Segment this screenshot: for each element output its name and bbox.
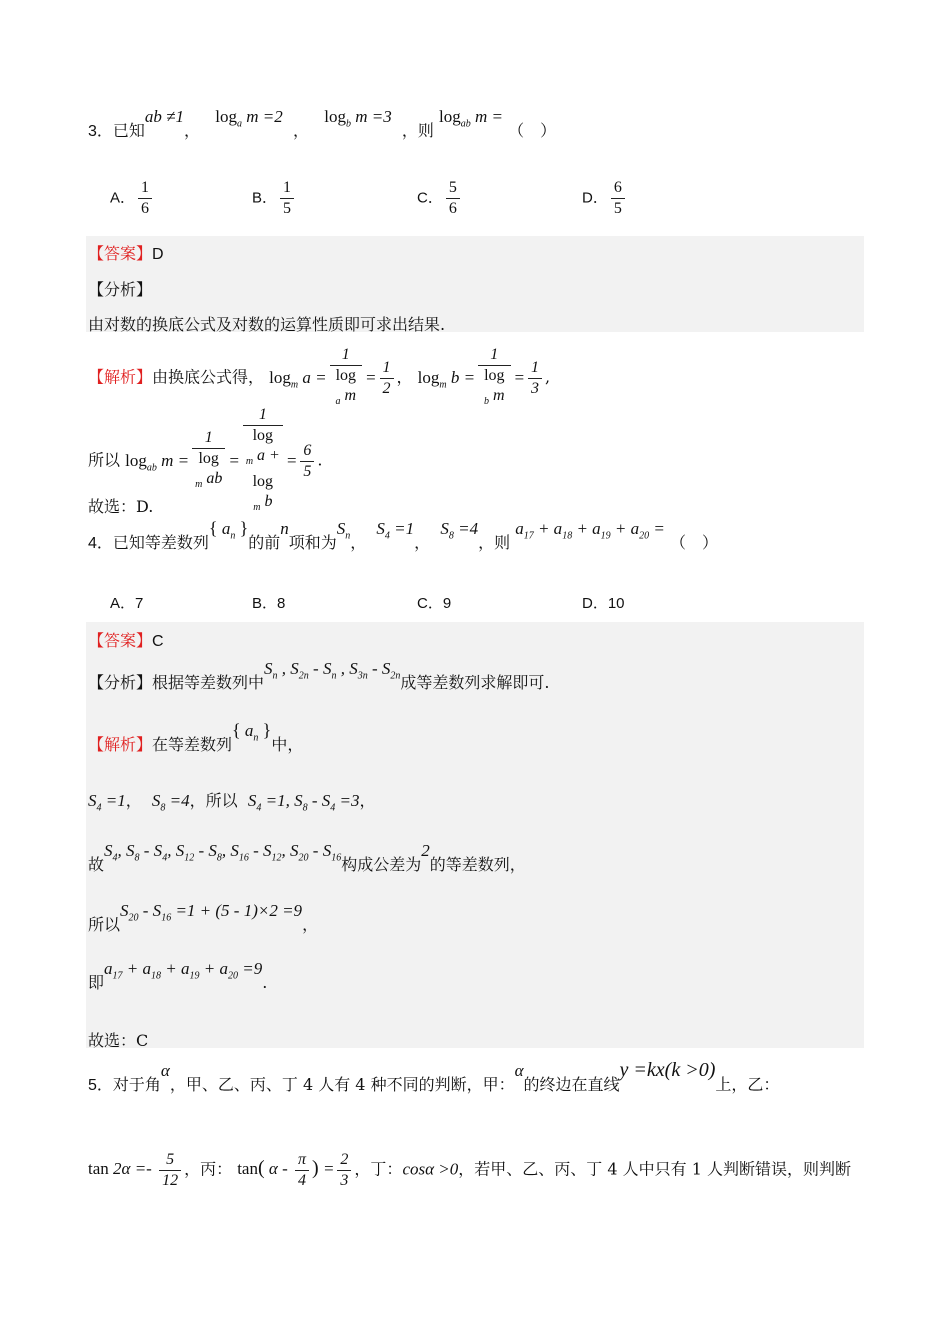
q3-answer: 【答案】D xyxy=(88,244,164,263)
stem-text: 已知 xyxy=(112,121,145,140)
option-d[interactable]: D． $\frac{6}{5}$ xyxy=(582,178,628,219)
q4-analysis: 【分析】根据等差数列中$S_n$ , $S_{2n} - S_n$ , $S_{3n} - S_{2n}$成等差数列求解即可. xyxy=(88,659,550,692)
option-a[interactable]: A． $\frac{1}{6}$ xyxy=(110,178,155,219)
formula-log-m-b: $\log_m b$ = 1 log $_b$ m = $\frac{1}{3}$ xyxy=(418,368,545,387)
question-4-stem: 4．已知等差数列{ $a_n$ }的前n项和为$S_n$， $S_4 =1$， $S_8 =4$，则 $a_{17} + a_{18} + a_{19} + a_{20}$ = （ ） xyxy=(88,518,718,552)
question-3-stem: 3．已知ab ≠1， $\log_a m =2$ ， $\log_b m =3$ ，则 $\log_{ab} m$ = （ ） xyxy=(88,107,557,140)
q3-analysis: 由对数的换底公式及对数的运算性质即可求出结果. xyxy=(88,315,446,334)
option-b[interactable]: B． $\frac{1}{5}$ xyxy=(252,178,297,219)
q3-solution-line1: 【解析】由换底公式得， $\log_m a$ = 1 log $_a$ m = $\frac{1}{2}$ ， $\log_m b$ = 1 log $_b$ m = $\frac{1}{3}$ , xyxy=(88,346,551,408)
q3-solution-line2: 所以 $\log_{ab} m$ = 1 log $_m$ ab = 1 log $_m$ a + log $_m$ b = $\frac{6}{5}$ . xyxy=(88,406,323,514)
option-c[interactable]: C．9 xyxy=(417,595,452,612)
q4-solution-line2: $S_4 =1$， $S_8 =4$，所以 $S_4 =1$, $S_8 - S_4 =3$， xyxy=(88,791,376,814)
q3-analysis-tag: 【分析】 xyxy=(88,280,153,299)
q4-answer: 【答案】C xyxy=(88,631,164,650)
question-number: 3． xyxy=(88,123,113,140)
q4-choose: 故选：C xyxy=(88,1031,149,1050)
condition-log-b: $\log_b m =3$ xyxy=(324,107,392,130)
condition-ab: ab ≠1 xyxy=(144,107,185,126)
option-d[interactable]: D．10 xyxy=(582,595,625,612)
formula-log-ab-m: $\log_{ab} m$ = 1 log $_m$ ab = 1 log $_m$ a + log $_m$ b = $\frac{6}{5}$ xyxy=(125,451,317,470)
question-5-stem: 5．对于角α，甲、乙、丙、丁 4 人有 4 种不同的判断，甲：α的终边在直线y =kx(k >0)上，乙： xyxy=(88,1059,780,1094)
q3-choose: 故选：D. xyxy=(88,497,154,516)
target-log-ab: $\log_{ab} m$ = xyxy=(439,107,503,130)
condition-log-a: $\log_a m =2$ xyxy=(215,107,283,130)
answer-paren: （ ） xyxy=(508,121,557,140)
formula-log-m-a: $\log_m a$ = 1 log $_a$ m = $\frac{1}{2}$ xyxy=(269,368,396,387)
option-b[interactable]: B．8 xyxy=(252,595,286,612)
q4-solution-line4: 所以$S_{20} - S_{16} =1 + (5 - 1)\times 2 =9$， xyxy=(88,901,319,934)
q4-solution-line5: 即$a_{17} + a_{18} + a_{19} + a_{20} =9$. xyxy=(88,959,268,992)
question-5-line2: tan 2α =- $\frac{5}{12}$ ，丙： tan( α - $\frac{\pi}{4}$ ) = $\frac{2}{3}$ ，丁：cosα >0，若甲、乙、丙、丁 4 人中只有 1 人判断错误，则判断 xyxy=(88,1151,851,1189)
option-c[interactable]: C． $\frac{5}{6}$ xyxy=(417,178,463,219)
option-a[interactable]: A．7 xyxy=(110,595,144,612)
q4-solution-line3: 故$S_4$, $S_8 - S_4$, $S_{12} - S_8$, $S_{16} - S_{12}$, $S_{20} - S_{16}$构成公差为2的等差数列， xyxy=(88,841,526,874)
q4-solution-line1: 【解析】在等差数列{ $a_n$ }中， xyxy=(88,720,304,754)
